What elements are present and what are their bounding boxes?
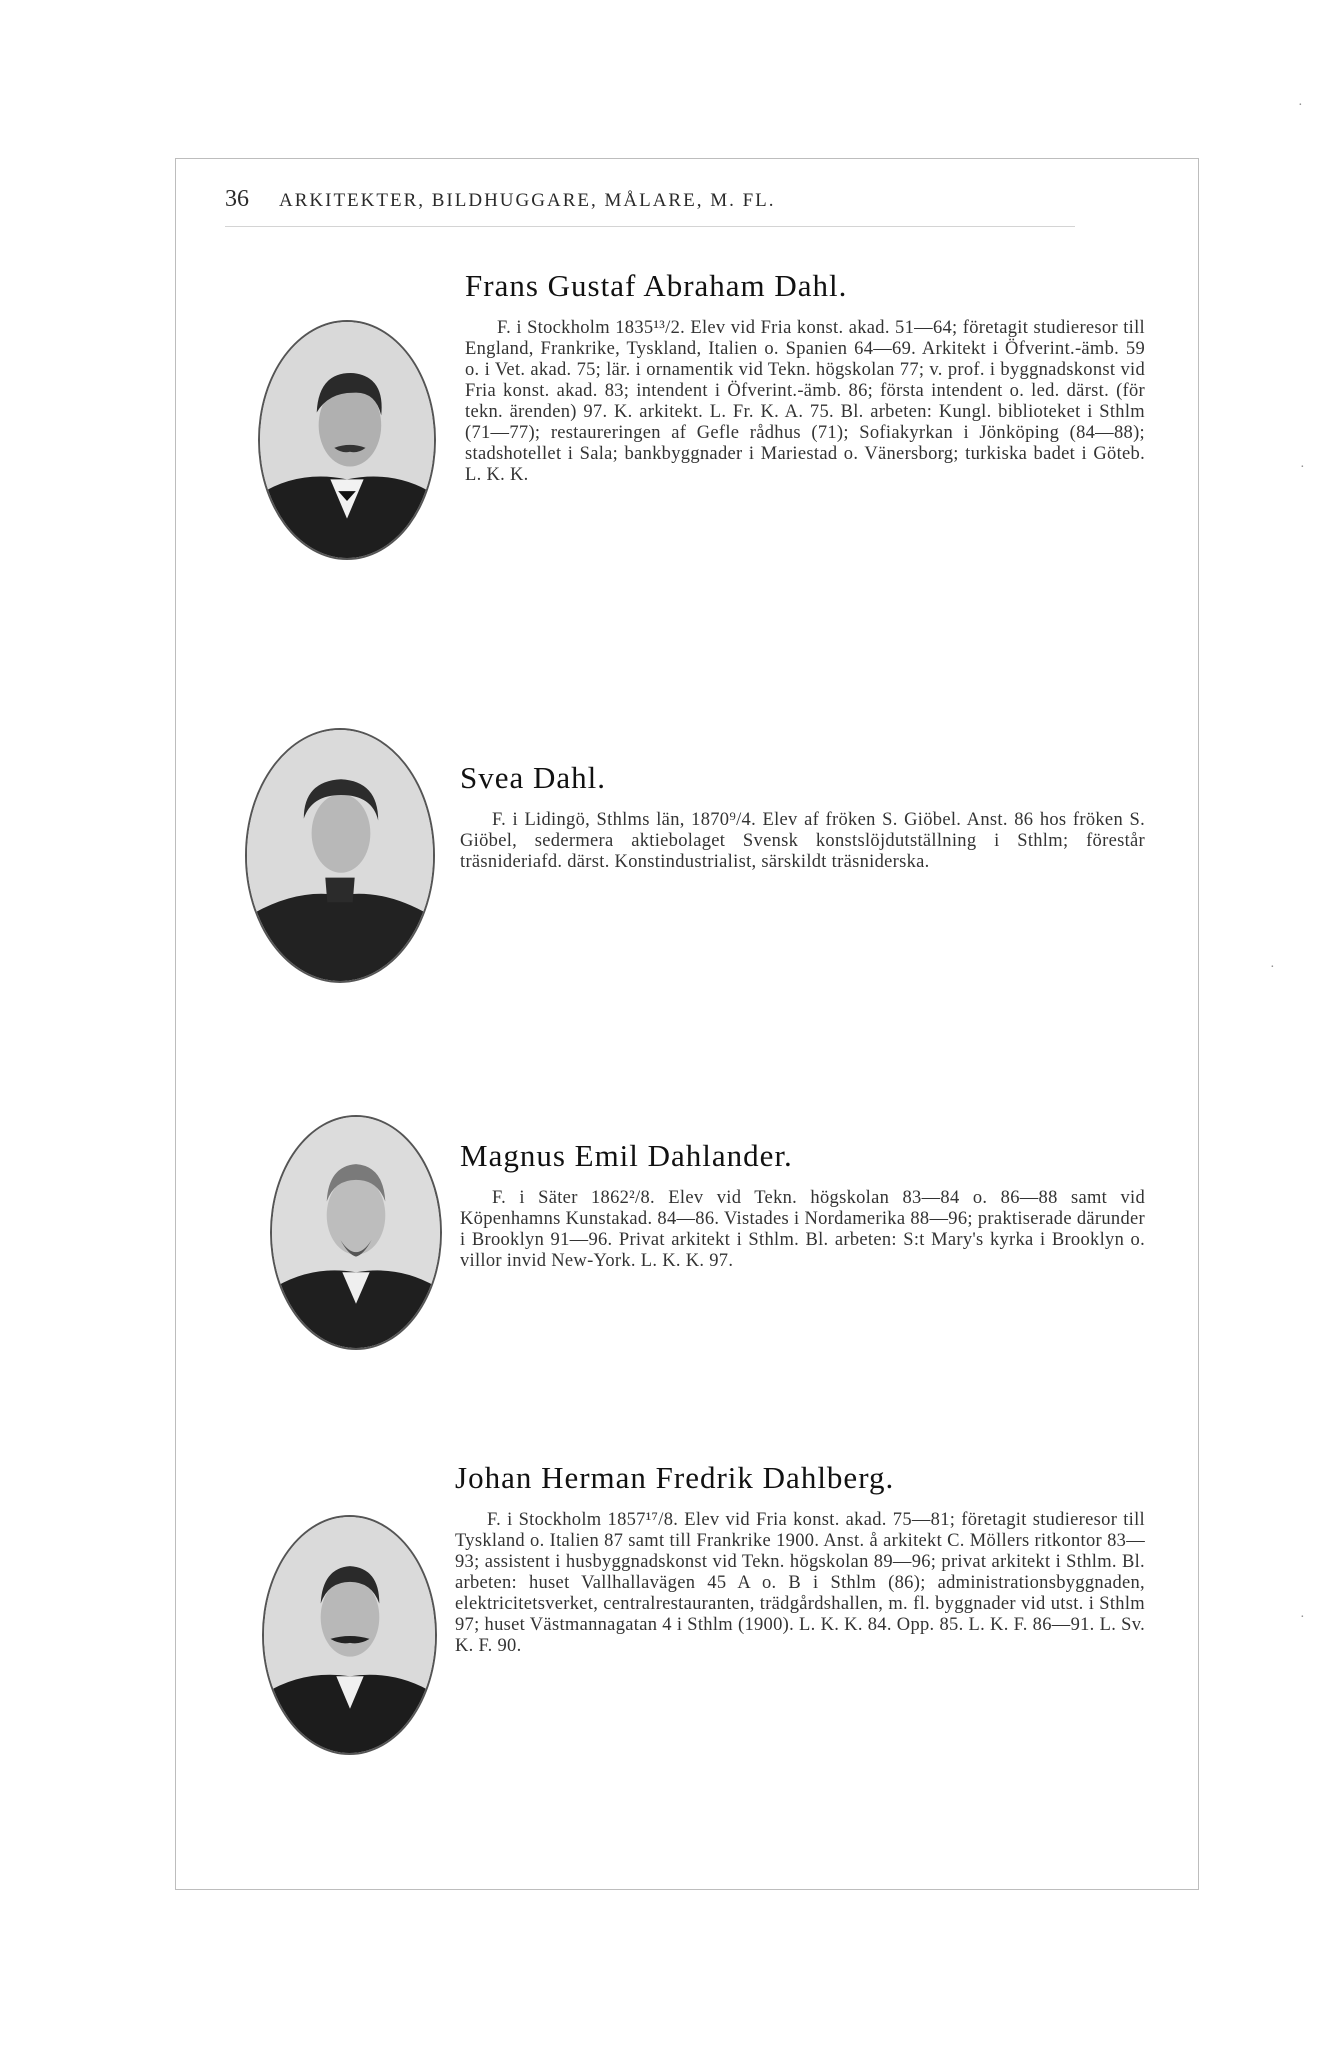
scan-speck: · — [1270, 960, 1275, 975]
entry-name: Frans Gustaf Abraham Dahl. — [465, 268, 848, 303]
running-title: ARKITEKTER, BILDHUGGARE, MÅLARE, M. FL. — [279, 190, 776, 211]
entry-text: F. i Stockholm 1835¹³/2. Elev vid Fria konst. akad. 51—64; företagit studieresor till England, Frankrike, Tyskland, Italien o. Spanien 64—69. Arkitekt i Öfverint.-ämb. 59 o. i Vet. akad. 75; lär. i ornamentik vid Tekn. högskolan 77; v. prof. i byggnadskonst vid Fria konst. akad. 83; intendent i Öfverint.-ämb. 86; första intendent o. led. därst. (för tekn. ärenden) 97. K. arkitekt. L. Fr. K. A. 75. Bl. arbeten: Kungl. biblioteket i Sthlm (71—77); restaureringen af Gefle rådhus (71); Sofiakyrkan i Jönköping (84—88); stadshotellet i Sala; bankbyggnader i Mariestad o. Vänersborg; turkiska badet i Göteb. L. K. K. — [465, 318, 1145, 485]
header-rule — [225, 226, 1075, 227]
scan-speck: · — [1298, 98, 1303, 113]
page-number: 36 — [225, 186, 249, 212]
entry-text: F. i Lidingö, Sthlms län, 1870⁹/4. Elev af fröken S. Giöbel. Anst. 86 hos fröken S. Giöbel, sedermera aktiebolaget Svensk konstslöjdutställning i Sthlm; förestår träsnideriafd. därst. Konstindustrialist, särskildt träsniderska. — [460, 810, 1145, 872]
entry-name: Johan Herman Fredrik Dahlberg. — [455, 1460, 895, 1495]
portrait-johan-dahlberg — [262, 1515, 437, 1755]
entry-text: F. i Säter 1862²/8. Elev vid Tekn. högskolan 83—84 o. 86—88 samt vid Köpenhamns Kunstakad. 84—86. Vistades i Nordamerika 88—96; praktiserade därunder i Brooklyn 91—96. Privat arkitekt i Sthlm. Bl. arbeten: S:t Mary's kyrka i Brooklyn o. villor invid New-York. L. K. K. 97. — [460, 1188, 1145, 1271]
portrait-magnus-dahlander — [270, 1115, 442, 1350]
entry-name: Svea Dahl. — [460, 760, 607, 795]
portrait-frans-dahl — [258, 320, 436, 560]
running-head — [225, 186, 1145, 213]
entry-text: F. i Stockholm 1857¹⁷/8. Elev vid Fria konst. akad. 75—81; företagit studieresor till Tyskland o. Italien 87 samt till Frankrike 1900. Anst. å arkitekt C. Möllers ritkontor 83—93; assistent i husbyggnadskonst vid Tekn. högskolan 89—96; privat arkitekt i Sthlm. Bl. arbeten: huset Vallhallavägen 45 A o. B i Sthlm (86); administrationsbyggnaden, elektricitetsverket, centralrestauranten, trädgårdshallen, m. fl. byggnader vid utst. i Sthlm 97; huset Västmannagatan 4 i Sthlm (1900). L. K. K. 84. Opp. 85. L. K. F. 86—91. L. Sv. K. F. 90. — [455, 1510, 1145, 1656]
entry-johan-dahlberg — [455, 1460, 1145, 1657]
entry-magnus-dahlander — [460, 1138, 1145, 1272]
scan-speck: · — [1300, 460, 1305, 475]
portrait-svea-dahl — [245, 728, 435, 983]
scan-speck: · — [1300, 1610, 1305, 1625]
entry-svea-dahl — [460, 760, 1145, 873]
entry-frans-dahl — [465, 268, 1145, 486]
entry-name: Magnus Emil Dahlander. — [460, 1138, 793, 1173]
